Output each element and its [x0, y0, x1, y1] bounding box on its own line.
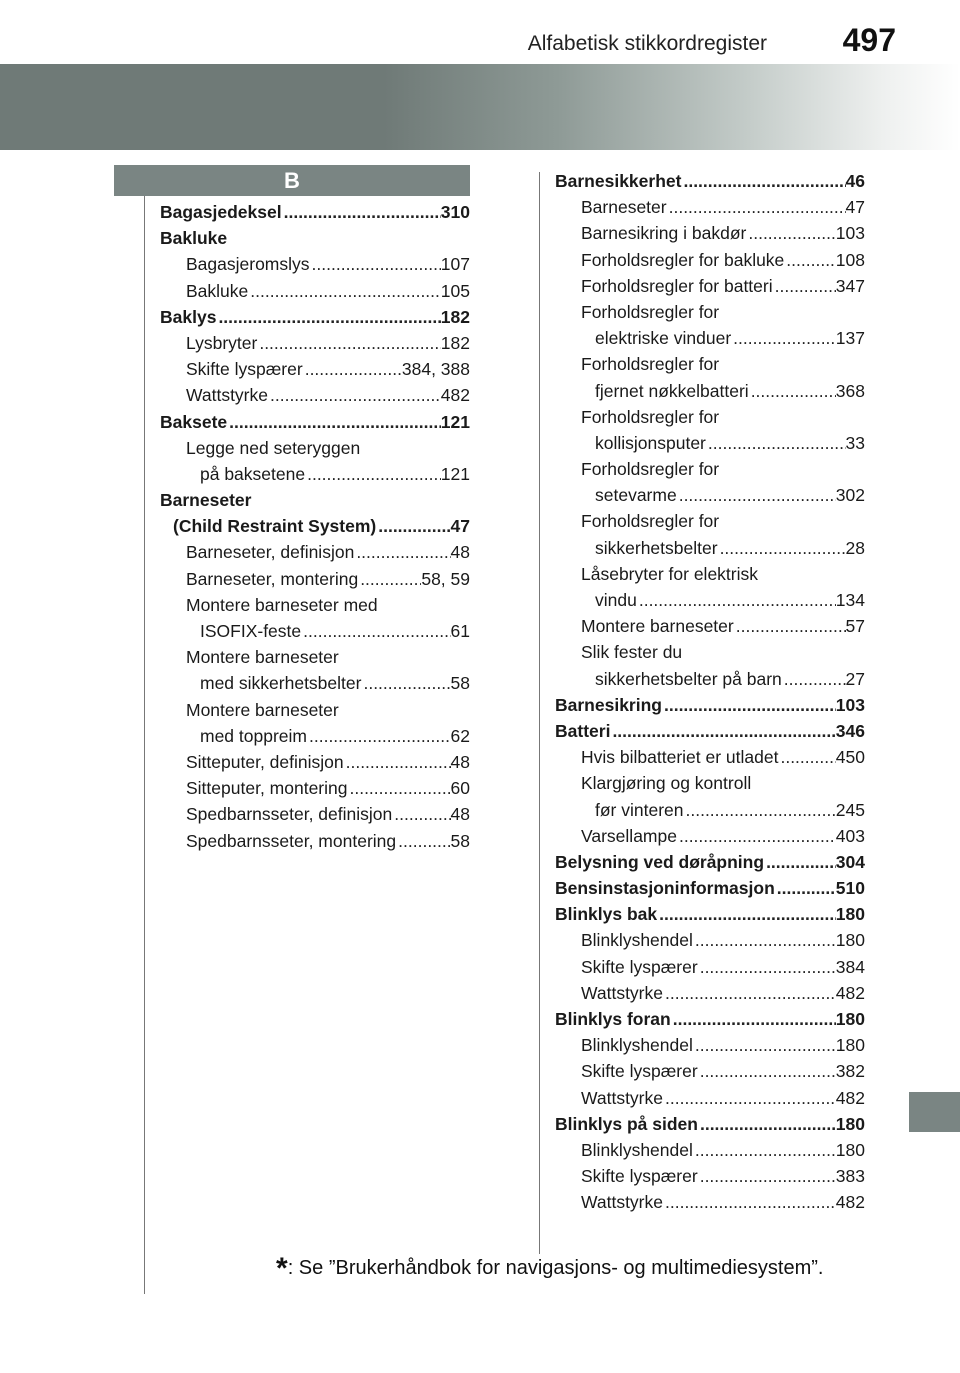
index-entry-term: Barnesikkerhet [555, 171, 682, 191]
index-column-left [160, 199, 470, 854]
index-entry-page[interactable]: 384 [835, 956, 865, 977]
index-entry-term: Blinklys bak [555, 904, 658, 925]
footnote-text: : Se ”Brukerhåndbok for navigasjons- og multimediesystem”. [287, 1257, 824, 1279]
index-entry-page[interactable]: 57 [845, 616, 865, 637]
index-entry-term: Bensinstasjoninformasjon [555, 878, 775, 899]
index-entry-page[interactable]: 107 [440, 254, 470, 275]
index-entry-page[interactable]: 60 [450, 778, 470, 799]
index-entry-term: Barnesikring [555, 694, 662, 715]
index-entry-leader [775, 875, 836, 901]
index-entry-page[interactable]: 134 [835, 590, 865, 610]
index-entry-term: Belysning ved døråpning [555, 851, 765, 872]
index-entry-page[interactable]: 310 [440, 202, 470, 222]
index-entry-page[interactable]: 368 [835, 380, 865, 401]
index-entry-page[interactable]: 48 [450, 542, 470, 563]
index-entry-page[interactable]: 403 [835, 825, 865, 846]
index-entry-term: Montere barneseter [186, 699, 339, 720]
index-entry-term: Skifte lyspærer [581, 1166, 698, 1187]
index-entry-leader [303, 356, 402, 382]
index-entry-term: Barnesikring i bakdør [581, 223, 747, 244]
index-entry-leader [301, 618, 450, 644]
index-entry-term: Bakluke [160, 228, 228, 249]
index-entry-page[interactable]: 105 [440, 280, 470, 301]
index-entry-term: med sikkerhetsbelter [200, 673, 362, 694]
index-entry-leader [663, 1189, 836, 1215]
index-entry-page[interactable]: 482 [835, 1192, 865, 1213]
index-entry-term: med toppreim [200, 725, 307, 746]
index-entry-leader [248, 278, 441, 304]
index-entry-term: Sitteputer, definisjon [186, 751, 344, 772]
index-entry [160, 304, 470, 330]
index-entry-term: sikkerhetsbelter på barn [595, 668, 782, 689]
index-entry-term: Forholdsregler for [581, 406, 720, 427]
index-entry-page[interactable]: 346 [835, 720, 865, 741]
index-entry-leader [347, 775, 450, 801]
index-entry-page[interactable]: 347 [835, 275, 865, 296]
index-entry-term: Skifte lyspærer [581, 1061, 698, 1082]
index-entry-term: ISOFIX-feste [200, 621, 302, 641]
index-entry [555, 247, 865, 273]
index-entry-leader [693, 1032, 836, 1058]
index-entry [555, 849, 865, 875]
index-entry-term: fjernet nøkkelbatteri [595, 380, 749, 401]
index-entry-term: Forholdsregler for [581, 354, 720, 375]
index-entry-term: Wattstyrke [186, 385, 268, 406]
index-entry-term: Legge ned seteryggen [186, 437, 361, 458]
index-entry [160, 225, 470, 251]
index-entry-page[interactable]: 182 [440, 306, 470, 327]
index-entry-term: sikkerhetsbelter [595, 537, 718, 558]
index-entry [555, 220, 865, 246]
index-entry [160, 566, 470, 592]
index-entry-leader [677, 482, 836, 508]
index-entry-leader [282, 199, 441, 225]
index-entry-term: Barneseter, montering [186, 568, 359, 589]
index-entry [160, 644, 470, 670]
index-entry-page[interactable]: 180 [835, 904, 865, 925]
index-entry-leader [637, 587, 836, 613]
index-entry-term: Forholdsregler for bakluke [581, 249, 785, 270]
index-entry-term: Forholdsregler for [581, 459, 720, 480]
index-entry [555, 875, 865, 901]
page-header [0, 0, 960, 62]
index-entry [555, 351, 865, 377]
index-entry [555, 535, 865, 561]
index-entry-leader [693, 927, 836, 953]
index-entry-page[interactable]: 510 [835, 878, 865, 899]
index-entry-term: Baklys [160, 306, 217, 327]
index-entry [555, 718, 865, 744]
index-entry-leader [354, 539, 450, 565]
index-entry [555, 1137, 865, 1163]
index-entry-page[interactable]: 180 [835, 1009, 865, 1029]
index-entry-page[interactable]: 58, 59 [421, 568, 470, 589]
index-entry [160, 461, 470, 487]
index-entry-leader [749, 378, 836, 404]
index-entry-term: setevarme [595, 485, 677, 506]
chapter-tab [909, 1092, 960, 1132]
index-entry [160, 513, 470, 539]
page-number: 497 [842, 22, 896, 58]
index-entry-leader [698, 954, 836, 980]
index-entry-term: (Child Restraint System) [173, 516, 377, 537]
index-entry-term: Låsebryter for elektrisk [581, 563, 759, 584]
index-entry [160, 251, 470, 277]
index-entry-page[interactable]: 450 [835, 747, 865, 768]
index-entry-term: elektriske vinduer [595, 328, 732, 349]
index-entry [555, 325, 865, 351]
column-divider-left [144, 196, 145, 1294]
column-divider-middle [539, 172, 540, 1254]
index-column-right [555, 168, 865, 1216]
index-entry-leader [392, 801, 450, 827]
index-entry [160, 278, 470, 304]
index-entry-term: vindu [595, 590, 637, 610]
index-entry-page[interactable]: 180 [835, 1139, 865, 1160]
index-entry [555, 1111, 865, 1137]
index-entry-term: Wattstyrke [581, 1192, 663, 1213]
index-entry-leader [698, 1163, 836, 1189]
section-letter-header: B [114, 165, 470, 196]
footnote-asterisk: * [276, 1252, 288, 1285]
index-entry [160, 828, 470, 854]
index-entry [160, 775, 470, 801]
index-entry [555, 954, 865, 980]
index-entry-page[interactable]: 33 [845, 432, 865, 453]
index-entry-page[interactable]: 180 [835, 1113, 865, 1134]
index-entry-page[interactable]: 121 [440, 463, 470, 484]
index-entry [555, 666, 865, 692]
index-entry-leader [358, 566, 421, 592]
index-entry-term: Baksete [160, 411, 228, 432]
index-entry-leader [268, 382, 441, 408]
index-entry-term: Barneseter [581, 197, 667, 218]
index-entry [555, 639, 865, 665]
index-entry-page[interactable]: 58 [450, 673, 470, 694]
index-entry [555, 1085, 865, 1111]
index-entry-page[interactable]: 108 [835, 249, 865, 270]
index-entry-term: før vinteren [595, 799, 684, 820]
index-entry [555, 194, 865, 220]
index-entry-leader [677, 823, 836, 849]
index-entry-leader [610, 718, 835, 744]
index-entry-leader [731, 325, 836, 351]
index-entry-page[interactable]: 304 [835, 851, 865, 872]
index-entry-page[interactable]: 121 [440, 411, 470, 432]
index-entry-term: Montere barneseter [186, 647, 339, 668]
index-entry-page[interactable]: 103 [835, 223, 865, 244]
index-entry-leader [376, 513, 450, 539]
index-entry [160, 592, 470, 618]
index-entry [160, 801, 470, 827]
index-entry [160, 330, 470, 356]
index-entry-leader [773, 273, 836, 299]
index-entry-leader [396, 828, 450, 854]
index-entry-page[interactable]: 383 [835, 1166, 865, 1187]
index-entry-page[interactable]: 482 [835, 982, 865, 1003]
index-entry-leader [698, 1111, 836, 1137]
index-entry [160, 356, 470, 382]
index-entry-leader [784, 247, 836, 273]
index-entry [555, 1006, 865, 1032]
index-entry [160, 199, 470, 225]
index-entry-term: Blinklyshendel [581, 930, 693, 951]
index-entry-page[interactable]: 180 [835, 1035, 865, 1056]
index-entry [555, 927, 865, 953]
index-entry [555, 456, 865, 482]
index-entry [555, 980, 865, 1006]
index-entry-leader [227, 409, 441, 435]
index-entry-leader [718, 535, 846, 561]
index-entry-term: Skifte lyspærer [581, 956, 698, 977]
index-entry-page[interactable]: 28 [845, 537, 865, 558]
index-entry-leader [344, 749, 451, 775]
index-entry-term: kollisjonsputer [595, 432, 706, 453]
index-entry-term: Montere barneseter [581, 616, 734, 637]
index-entry [555, 482, 865, 508]
index-entry-page[interactable]: 27 [845, 668, 865, 689]
index-entry-term: Wattstyrke [581, 982, 663, 1003]
index-entry-term: Blinklyshendel [581, 1035, 693, 1056]
index-entry [555, 1163, 865, 1189]
index-entry-leader [662, 692, 836, 718]
index-entry-page[interactable]: 245 [835, 799, 865, 820]
index-entry-term: Montere barneseter med [186, 594, 378, 615]
index-entry [160, 618, 470, 644]
index-entry-term: Slik fester du [581, 642, 683, 663]
index-entry-term: Sitteputer, montering [186, 778, 348, 799]
index-entry [160, 487, 470, 513]
header-band [0, 64, 960, 150]
index-entry-page[interactable]: 180 [835, 930, 865, 951]
index-entry-page[interactable]: 482 [440, 385, 470, 406]
index-entry [555, 404, 865, 430]
index-entry-leader [698, 1058, 836, 1084]
index-entry [555, 797, 865, 823]
index-entry-page[interactable]: 47 [845, 197, 865, 218]
index-entry-leader [305, 461, 441, 487]
index-entry-term: Batteri [555, 720, 611, 741]
index-entry [555, 561, 865, 587]
index-entry-leader [663, 980, 836, 1006]
index-entry [555, 430, 865, 456]
index-entry-term: Skifte lyspærer [186, 359, 303, 380]
index-entry [555, 1032, 865, 1058]
index-entry-leader [667, 194, 846, 220]
index-entry-page[interactable]: 103 [835, 694, 865, 715]
index-entry [555, 823, 865, 849]
index-entry-leader [778, 744, 835, 770]
index-entry-page[interactable]: 182 [440, 332, 470, 353]
index-entry-leader [681, 168, 845, 194]
index-entry-leader [782, 666, 846, 692]
index-entry [555, 1189, 865, 1215]
index-entry-term: Blinklys foran [555, 1009, 671, 1029]
index-entry [160, 749, 470, 775]
index-entry-term: Forholdsregler for batteri [581, 275, 773, 296]
index-entry [555, 273, 865, 299]
index-entry [555, 1058, 865, 1084]
index-entry-leader [310, 251, 441, 277]
index-entry-term: Varsellampe [581, 825, 677, 846]
index-entry-page[interactable]: 48 [450, 751, 470, 772]
index-entry-term: Bakluke [186, 280, 249, 301]
index-entry-term: Blinklyshendel [581, 1139, 693, 1160]
index-entry-page[interactable]: 137 [835, 328, 865, 349]
index-entry-leader [693, 1137, 836, 1163]
index-entry-term: Forholdsregler for [581, 511, 720, 532]
index-entry-page[interactable]: 382 [835, 1061, 865, 1082]
index-entry-leader [684, 797, 836, 823]
index-entry-term: Blinklys på siden [555, 1113, 698, 1134]
index-entry-page[interactable]: 302 [835, 485, 865, 506]
index-entry-term: Wattstyrke [581, 1087, 663, 1108]
index-entry-leader [361, 670, 450, 696]
index-entry-term: Forholdsregler for [581, 301, 720, 322]
index-entry-term: Klargjøring og kontroll [581, 773, 752, 794]
index-entry [555, 299, 865, 325]
index-entry [160, 670, 470, 696]
index-entry-leader [657, 901, 836, 927]
index-entry-term: Bagasjeromslys [186, 254, 310, 275]
index-entry-leader [671, 1006, 836, 1032]
index-entry [160, 409, 470, 435]
index-entry-page[interactable]: 384, 388 [401, 359, 470, 380]
index-entry-page[interactable]: 46 [845, 171, 865, 191]
index-entry-page[interactable]: 61 [450, 621, 470, 641]
index-entry [555, 692, 865, 718]
index-entry [555, 901, 865, 927]
index-entry [160, 435, 470, 461]
index-entry [160, 723, 470, 749]
header-title: Alfabetisk stikkordregister [527, 32, 767, 55]
index-entry-term: på baksetene [200, 463, 306, 484]
index-entry-page[interactable]: 47 [450, 516, 470, 537]
index-entry [555, 508, 865, 534]
index-entry-term: Spedbarnsseter, definisjon [186, 804, 393, 825]
index-entry-page[interactable]: 482 [835, 1087, 865, 1108]
index-entry-term: Barneseter, definisjon [186, 542, 355, 563]
footnote [276, 1252, 823, 1286]
index-entry-term: Barneseter [160, 490, 252, 511]
index-entry-leader [257, 330, 440, 356]
index-entry [555, 587, 865, 613]
index-entry-leader [216, 304, 440, 330]
index-entry [160, 539, 470, 565]
index-entry-leader [307, 723, 451, 749]
index-entry-page[interactable]: 58 [450, 830, 470, 851]
index-entry-leader [734, 613, 846, 639]
index-entry [555, 770, 865, 796]
index-entry-leader [706, 430, 846, 456]
index-entry-page[interactable]: 62 [450, 725, 470, 746]
index-entry [160, 382, 470, 408]
index-entry [555, 744, 865, 770]
index-entry-leader [746, 220, 835, 246]
index-entry-leader [663, 1085, 836, 1111]
index-entry-term: Hvis bilbatteriet er utladet [581, 747, 779, 768]
index-entry [555, 378, 865, 404]
index-entry [555, 168, 865, 194]
index-entry-term: Bagasjedeksel [160, 202, 282, 222]
index-entry [160, 697, 470, 723]
index-entry [555, 613, 865, 639]
index-entry-page[interactable]: 48 [450, 804, 470, 825]
index-entry-term: Lysbryter [186, 332, 258, 353]
index-entry-leader [764, 849, 836, 875]
index-entry-term: Spedbarnsseter, montering [186, 830, 397, 851]
